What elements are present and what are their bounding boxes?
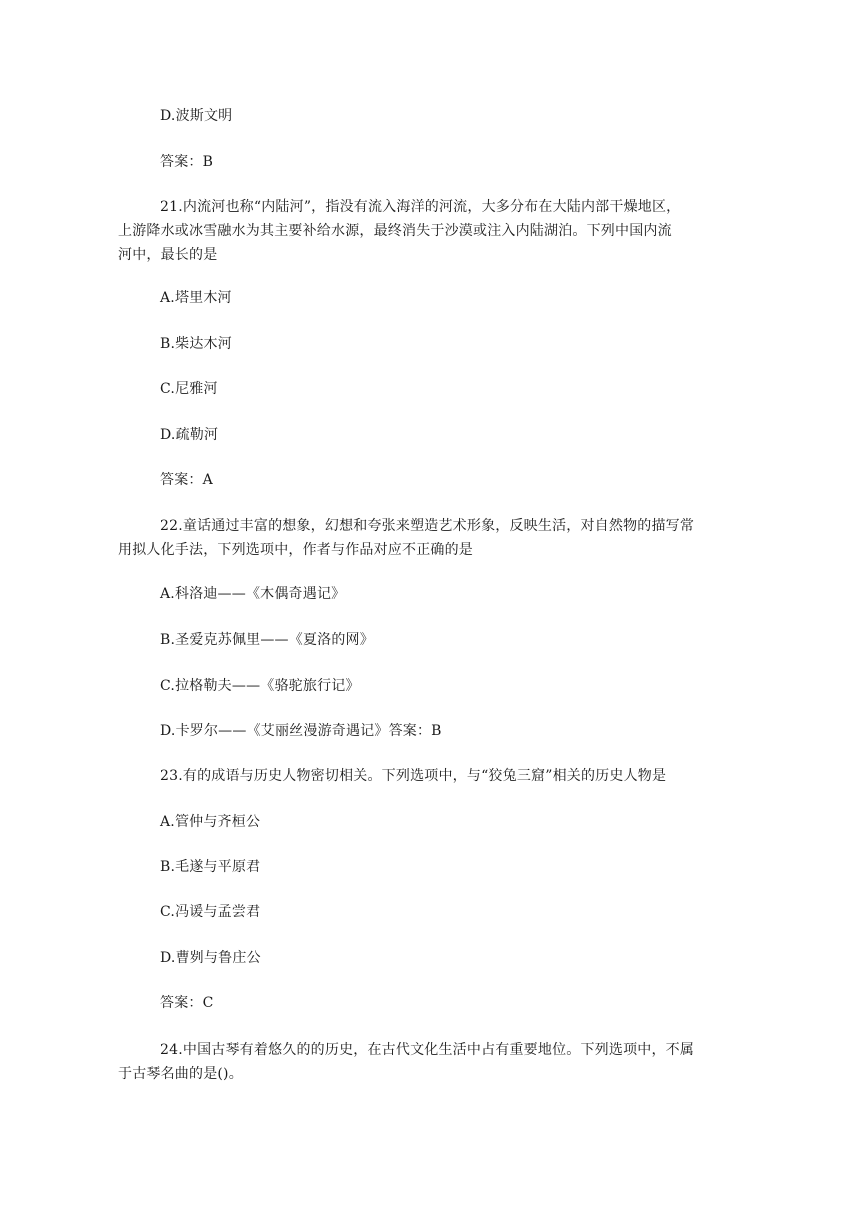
option-a-21: A.塔里木河 — [160, 290, 232, 306]
question-22-line-1: 22.童话通过丰富的想象，幻想和夸张来塑造艺术形象，反映生活，对自然物的描写常 — [160, 518, 695, 534]
option-d-20: D.波斯文明 — [160, 108, 233, 124]
option-c-23: C.冯谖与孟尝君 — [160, 904, 261, 920]
question-21-line-3: 河中，最长的是 — [118, 247, 218, 263]
option-d-21: D.疏勒河 — [160, 427, 219, 443]
option-c-21: C.尼雅河 — [160, 381, 218, 397]
answer-21: 答案：A — [160, 472, 213, 488]
question-21 — [118, 195, 750, 267]
question-23: 23.有的成语与历史人物密切相关。下列选项中，与“狡兔三窟”相关的历史人物是 — [160, 768, 667, 784]
option-b-21: B.柴达木河 — [160, 336, 232, 352]
option-b-23: B.毛遂与平原君 — [160, 859, 261, 875]
option-c-22: C.拉格勒夫——《骆驼旅行记》 — [160, 678, 360, 694]
answer-20: 答案：B — [160, 154, 214, 170]
question-21-line-1: 21.内流河也称“内陆河”，指没有流入海洋的河流，大多分布在大陆内部干燥地区， — [160, 199, 681, 215]
option-a-23: A.管仲与齐桓公 — [160, 814, 261, 830]
question-22 — [118, 514, 750, 562]
option-a-22: A.科洛迪——《木偶奇遇记》 — [160, 586, 346, 602]
question-24 — [118, 1038, 750, 1086]
option-d-22: D.卡罗尔——《艾丽丝漫游奇遇记》答案：B — [160, 723, 442, 739]
option-d-23: D.曹刿与鲁庄公 — [160, 950, 261, 966]
question-21-line-2: 上游降水或冰雪融水为其主要补给水源，最终消失于沙漠或注入内陆湖泊。下列中国内流 — [118, 223, 672, 239]
question-22-line-2: 用拟人化手法，下列选项中，作者与作品对应不正确的是 — [118, 542, 473, 558]
option-b-22: B.圣爱克苏佩里——《夏洛的网》 — [160, 632, 374, 648]
question-24-line-2: 于古琴名曲的是()。 — [118, 1066, 243, 1082]
answer-23: 答案：C — [160, 995, 214, 1011]
question-24-line-1: 24.中国古琴有着悠久的的历史，在古代文化生活中占有重要地位。下列选项中，不属 — [160, 1042, 695, 1058]
